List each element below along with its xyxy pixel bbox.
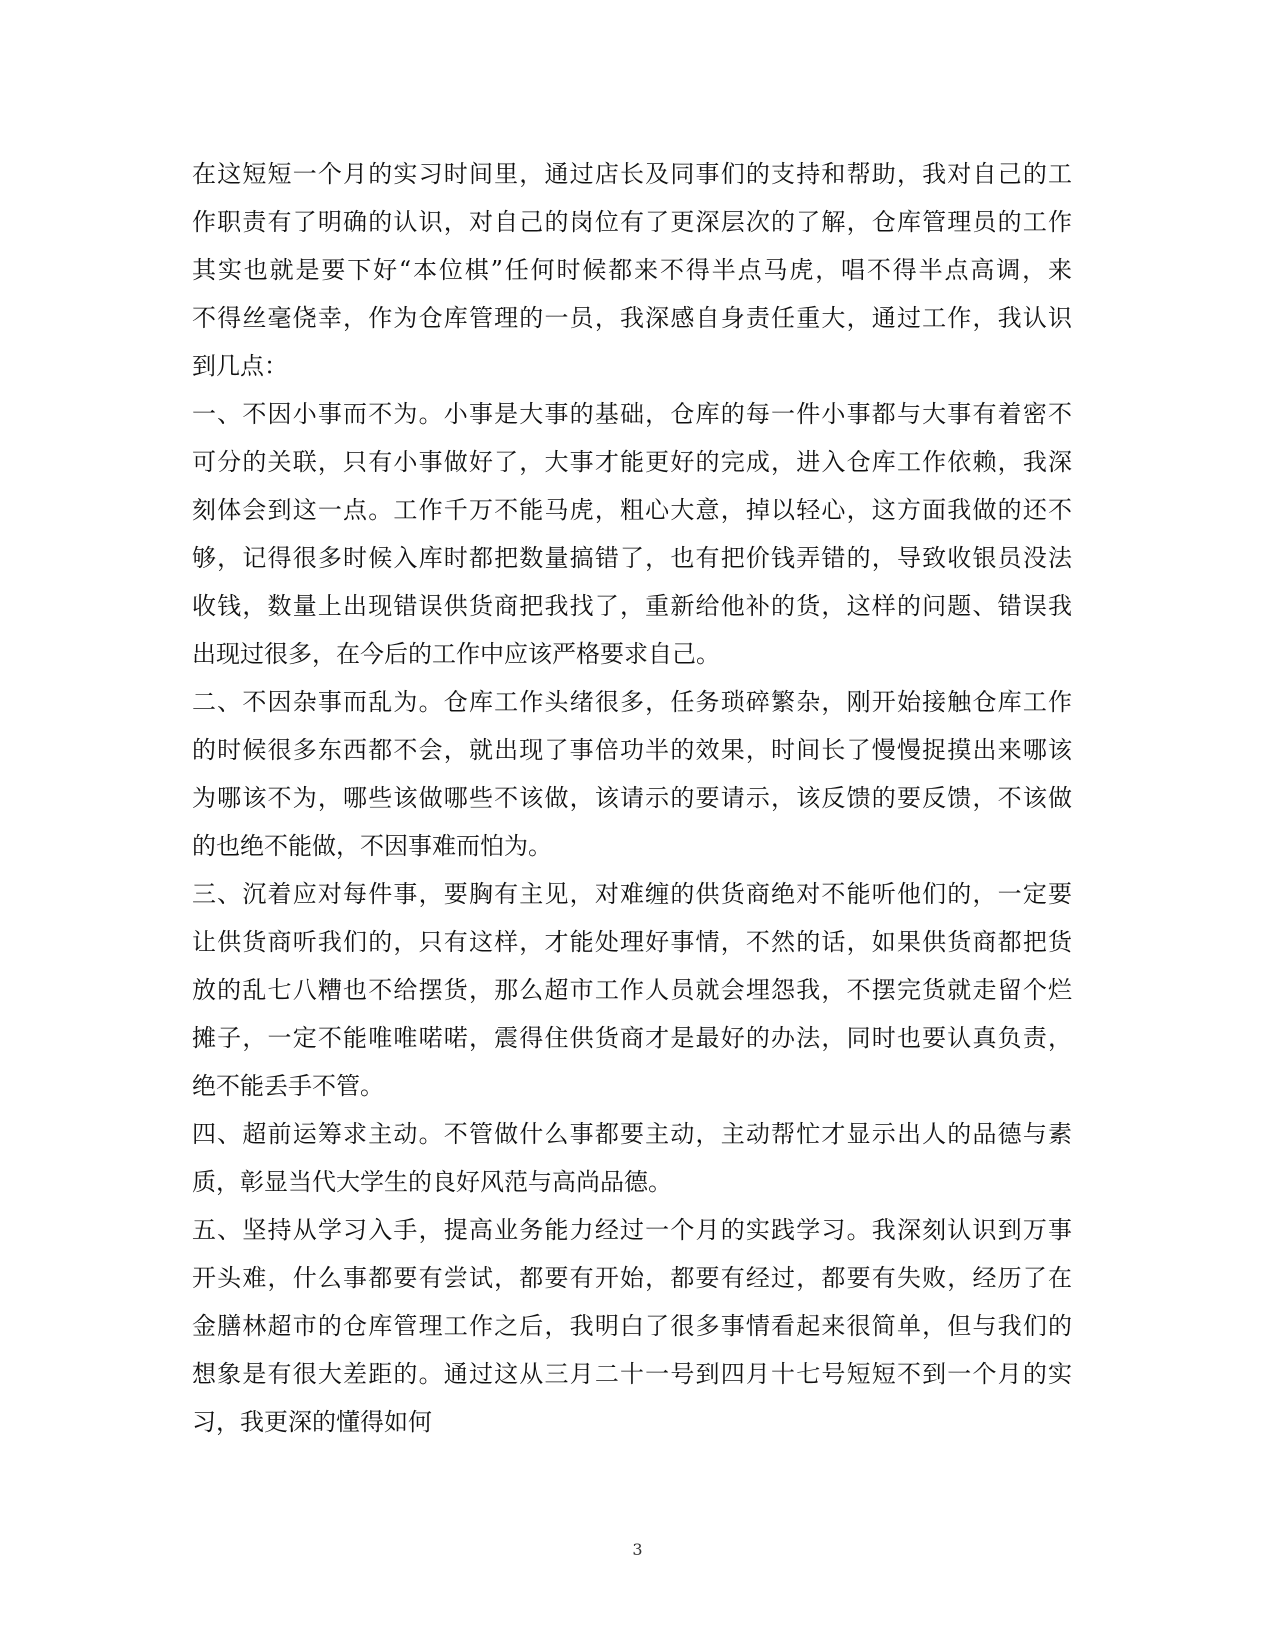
text-line: 作职责有了明确的认识，对自己的岗位有了更深层次的了解，仓库管理员的工作 bbox=[192, 208, 1072, 236]
text-line: 四、超前运筹求主动。不管做什么事都要主动，主动帮忙才显示出人的品德与素 bbox=[192, 1120, 1072, 1148]
text-line: 绝不能丢手不管。 bbox=[192, 1072, 384, 1100]
text-line: 五、坚持从学习入手，提高业务能力经过一个月的实践学习。我深刻认识到万事 bbox=[192, 1216, 1072, 1244]
text-line: 三、沉着应对每件事，要胸有主见，对难缠的供货商绝对不能听他们的，一定要 bbox=[192, 880, 1072, 908]
text-line: 的时候很多东西都不会，就出现了事倍功半的效果，时间长了慢慢捉摸出来哪该 bbox=[192, 736, 1072, 764]
text-line: 放的乱七八糟也不给摆货，那么超市工作人员就会埋怨我，不摆完货就走留个烂 bbox=[192, 976, 1072, 1004]
text-line: 其实也就是要下好“本位棋”任何时候都来不得半点马虎，唱不得半点高调，来 bbox=[192, 256, 1072, 284]
text-line: 到几点： bbox=[192, 352, 288, 380]
text-line: 刻体会到这一点。工作千万不能马虎，粗心大意，掉以轻心，这方面我做的还不 bbox=[192, 496, 1072, 524]
text-line: 一、不因小事而不为。小事是大事的基础，仓库的每一件小事都与大事有着密不 bbox=[192, 400, 1072, 428]
text-line: 摊子，一定不能唯唯喏喏，震得住供货商才是最好的办法，同时也要认真负责， bbox=[192, 1024, 1072, 1052]
text-line: 在这短短一个月的实习时间里，通过店长及同事们的支持和帮助，我对自己的工 bbox=[192, 160, 1072, 188]
text-line: 让供货商听我们的，只有这样，才能处理好事情，不然的话，如果供货商都把货 bbox=[192, 928, 1072, 956]
text-line: 想象是有很大差距的。通过这从三月二十一号到四月十七号短短不到一个月的实 bbox=[192, 1360, 1072, 1388]
text-line: 二、不因杂事而乱为。仓库工作头绪很多，任务琐碎繁杂，刚开始接触仓库工作 bbox=[192, 688, 1072, 716]
text-line: 的也绝不能做，不因事难而怕为。 bbox=[192, 832, 552, 860]
text-line: 为哪该不为，哪些该做哪些不该做，该请示的要请示，该反馈的要反馈，不该做 bbox=[192, 784, 1072, 812]
text-line: 够，记得很多时候入库时都把数量搞错了，也有把价钱弄错的，导致收银员没法 bbox=[192, 544, 1072, 572]
page-number: 3 bbox=[632, 1540, 643, 1559]
text-line: 可分的关联，只有小事做好了，大事才能更好的完成，进入仓库工作依赖，我深 bbox=[192, 448, 1072, 476]
body-text bbox=[192, 150, 1072, 1446]
text-line: 不得丝毫侥幸，作为仓库管理的一员，我深感自身责任重大，通过工作，我认识 bbox=[192, 304, 1072, 332]
text-line: 收钱，数量上出现错误供货商把我找了，重新给他补的货，这样的问题、错误我 bbox=[192, 592, 1072, 620]
text-line: 开头难，什么事都要有尝试，都要有开始，都要有经过，都要有失败，经历了在 bbox=[192, 1264, 1072, 1292]
text-line: 质，彰显当代大学生的良好风范与高尚品德。 bbox=[192, 1168, 672, 1196]
text-line: 出现过很多，在今后的工作中应该严格要求自己。 bbox=[192, 640, 720, 668]
text-line: 金膳林超市的仓库管理工作之后，我明白了很多事情看起来很简单，但与我们的 bbox=[192, 1312, 1072, 1340]
text-line: 习，我更深的懂得如何 bbox=[192, 1408, 432, 1436]
